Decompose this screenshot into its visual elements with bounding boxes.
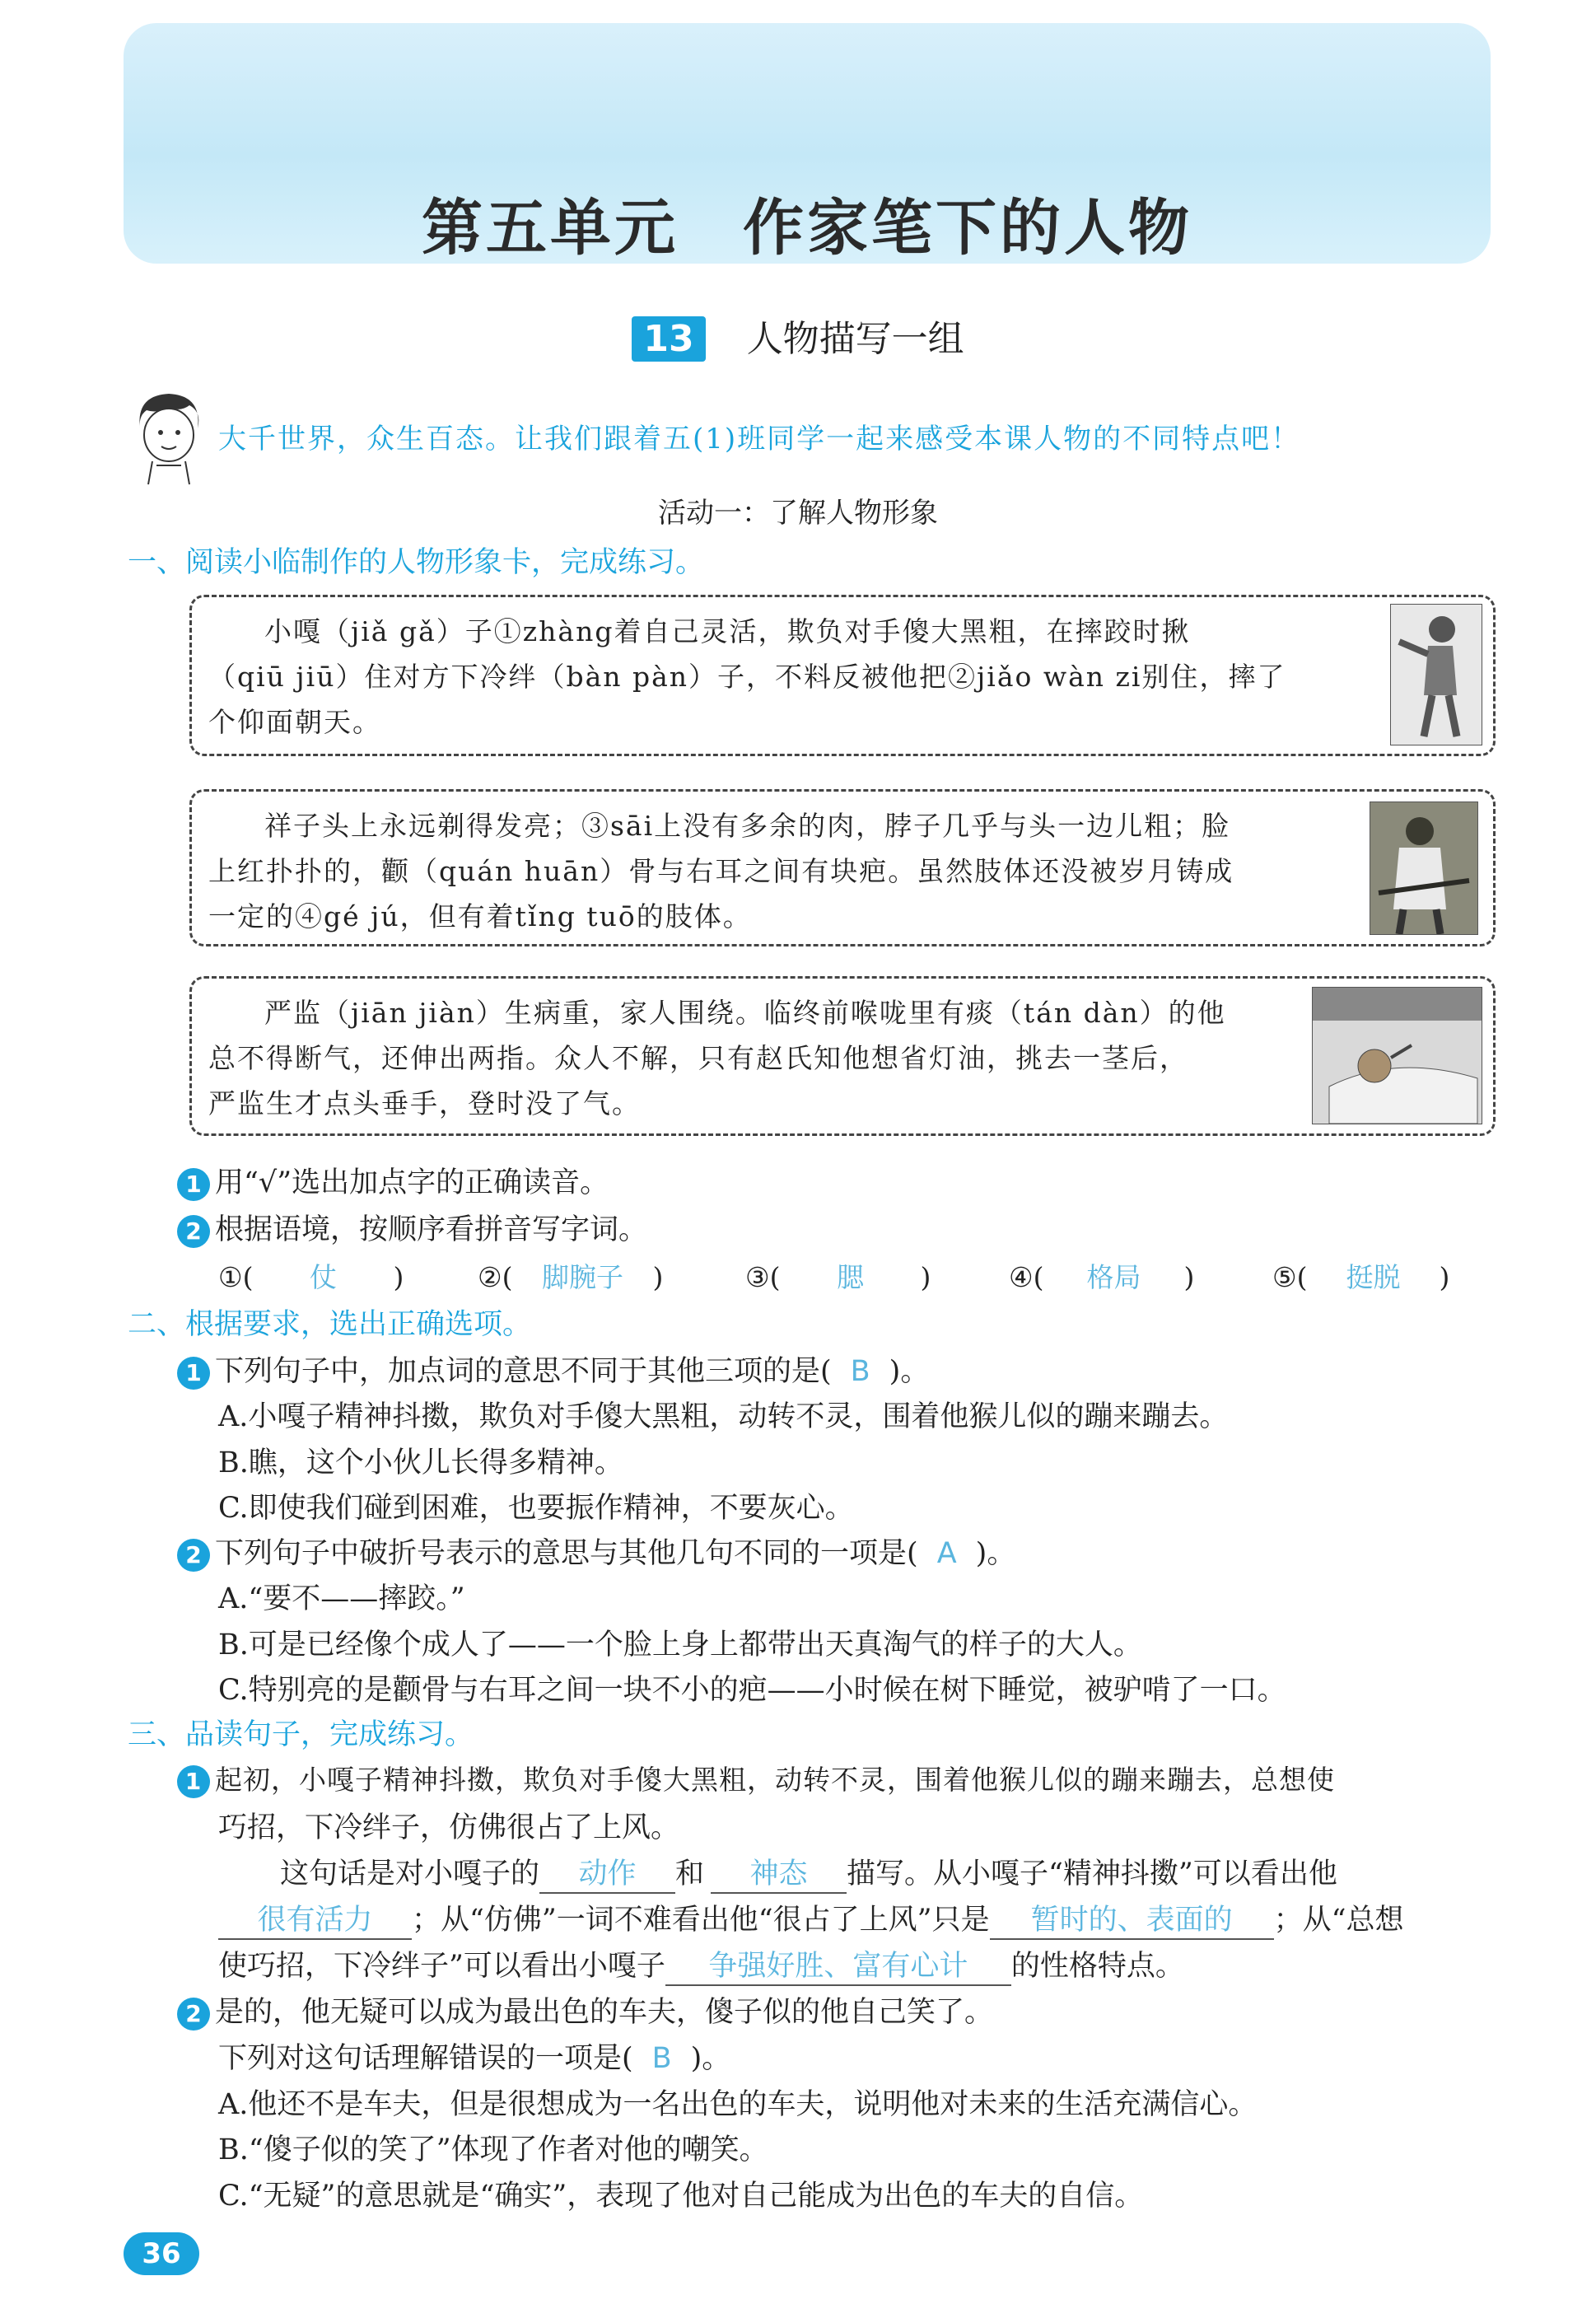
mascot-boy-icon <box>124 387 214 486</box>
option: C.“无疑”的意思就是“确实”，表现了他对自己能成为出色的车夫的自信。 <box>218 2180 1144 2213</box>
card-line: 祥子头上永远剃得发亮；③sāi上没有多余的肉，脖子几乎与头一边儿粗；脸 <box>264 810 1231 842</box>
question-number-badge: 1 <box>177 1357 210 1390</box>
s2-question-1 <box>177 1348 929 1390</box>
option: A.小嘎子精神抖擞，欺负对手傻大黑粗，动转不灵，围着他猴儿似的蹦来蹦去。 <box>218 1400 1229 1433</box>
blank-3[interactable]: 很有活力 <box>218 1897 412 1940</box>
character-card-2 <box>189 789 1496 946</box>
fill-line-1: 这句话是对小嘎子的 动作 和 神态 描写。从小嘎子“精神抖擞”可以看出他 <box>280 1851 1337 1894</box>
question-number-badge: 2 <box>177 1539 210 1572</box>
intro-text: 大千世界，众生百态。让我们跟着五(1)班同学一起来感受本课人物的不同特点吧！ <box>218 423 1301 456</box>
section3-title: 三、品读句子，完成练习。 <box>128 1718 474 1751</box>
choice-answer[interactable]: B <box>850 1355 870 1388</box>
answer-slot-3[interactable]: ③( 腮 ) <box>745 1261 931 1293</box>
blank-4[interactable]: 暂时的、表面的 <box>990 1897 1274 1940</box>
lesson-header <box>0 309 1596 362</box>
pinyin-answer-row <box>218 1256 1470 1295</box>
question-text-cont: 巧招，下冷绊子，仿佛很占了上风。 <box>218 1811 680 1844</box>
choice-answer[interactable]: B <box>651 2042 672 2075</box>
question-number-badge: 2 <box>177 1998 210 2031</box>
answer-slot-5[interactable]: ⑤( 挺脱 ) <box>1272 1261 1450 1293</box>
question-text: 下列句子中破折号表示的意思与其他几句不同的一项是( <box>215 1537 918 1570</box>
answer-slot-4[interactable]: ④( 格局 ) <box>1009 1261 1195 1293</box>
choice-answer[interactable]: A <box>936 1537 957 1570</box>
unit-title: 第五单元 作家笔下的人物 <box>422 193 1192 264</box>
section2-title: 二、根据要求，选出正确选项。 <box>128 1308 532 1341</box>
card-line: 个仰面朝天。 <box>208 706 381 738</box>
s1-question-1 <box>177 1160 609 1201</box>
page-number: 36 <box>124 2232 199 2275</box>
fill-line-2: 很有活力 ；从“仿佛”一词不难看出他“很占了上风”只是 暂时的、表面的 ；从“总想 <box>218 1897 1403 1940</box>
question-number-badge: 1 <box>177 1168 210 1201</box>
card-line: 总不得断气，还伸出两指。众人不解，只有赵氏知他想省灯油，挑去一茎后， <box>208 1042 1188 1074</box>
question-text: 起初，小嘎子精神抖擞，欺负对手傻大黑粗，动转不灵，围着他猴儿似的蹦来蹦去，总想使 <box>215 1764 1335 1796</box>
card-line: 上红扑扑的，颧（quán huān）骨与右耳之间有块疤。虽然肢体还没被岁月铸成 <box>208 855 1234 887</box>
s3-question-1 <box>177 1759 1335 1798</box>
card-1-text <box>208 609 1286 745</box>
lesson-title: 人物描写一组 <box>746 318 964 360</box>
option: B.瞧，这个小伙儿长得多精神。 <box>218 1446 623 1479</box>
fill-line-3: 使巧招，下冷绊子”可以看出小嘎子 争强好胜、富有心计 的性格特点。 <box>218 1943 1184 1986</box>
card-line: 一定的④gé jú，但有着tǐng tuō的肢体。 <box>208 900 752 932</box>
question-text: 下列句子中，加点词的意思不同于其他三项的是( <box>215 1355 832 1388</box>
option: C.即使我们碰到困难，也要振作精神，不要灰心。 <box>218 1492 854 1525</box>
card-line: 严监（jiān jiàn）生病重，家人围绕。临终前喉咙里有痰（tán dàn）的他 <box>264 997 1226 1029</box>
question-text: 根据语境，按顺序看拼音写字词。 <box>215 1213 648 1246</box>
question-end: )。 <box>975 1537 1016 1570</box>
answer-slot-1[interactable]: ①( 仗 ) <box>218 1261 404 1293</box>
blank-1[interactable]: 动作 <box>539 1851 675 1894</box>
option: B.“傻子似的笑了”体现了作者对他的嘲笑。 <box>218 2133 768 2166</box>
section1-title: 一、阅读小临制作的人物形象卡，完成练习。 <box>128 546 705 579</box>
card-line: 严监生才点头垂手，登时没了气。 <box>208 1087 641 1119</box>
option: B.可是已经像个成人了——一个脸上身上都带出天真淘气的样子的大人。 <box>218 1629 1142 1661</box>
question-text: 用“√”选出加点字的正确读音。 <box>215 1166 609 1199</box>
option: A.他还不是车夫，但是很想成为一名出色的车夫，说明他对未来的生活充满信心。 <box>218 2088 1258 2121</box>
character-card-3 <box>189 976 1496 1136</box>
question-end: )。 <box>889 1355 930 1388</box>
s2-question-2 <box>177 1531 1015 1572</box>
blank-2[interactable]: 神态 <box>711 1851 847 1894</box>
s1-question-2 <box>177 1207 647 1248</box>
xiangzi-illustration <box>1370 801 1478 935</box>
option: A.“要不——摔跤。” <box>218 1582 465 1615</box>
yan-jiansheng-illustration <box>1312 987 1482 1124</box>
answer-slot-2[interactable]: ②( 脚腕子 ) <box>478 1261 664 1293</box>
option: C.特别亮的是颧骨与右耳之间一块不小的疤——小时候在树下睡觉，被驴啃了一口。 <box>218 1674 1286 1707</box>
question-number-badge: 1 <box>177 1765 210 1798</box>
boy-wrestling-illustration <box>1390 604 1482 745</box>
card-line: 小嘎（jiǎ gǎ）子①zhàng着自己灵活，欺负对手傻大黑粗，在摔跤时揪 <box>264 615 1191 647</box>
question-text: 是的，他无疑可以成为最出色的车夫，傻子似的他自己笑了。 <box>215 1996 994 2029</box>
activity-title: 活动一：了解人物形象 <box>658 497 938 530</box>
lesson-number-badge: 13 <box>632 316 705 362</box>
sub-question: 下列对这句话理解错误的一项是( B )。 <box>218 2042 731 2075</box>
question-number-badge: 2 <box>177 1215 210 1248</box>
s3-question-2 <box>177 1989 993 2031</box>
blank-5[interactable]: 争强好胜、富有心计 <box>665 1943 1011 1986</box>
unit-banner <box>124 23 1491 264</box>
card-2-text <box>208 803 1234 939</box>
card-3-text <box>208 990 1226 1126</box>
card-line: （qiū jiū）住对方下冷绊（bàn pàn）子，不料反被他把②jiǎo wàn zi别住，摔了 <box>208 661 1286 693</box>
character-card-1 <box>189 595 1496 756</box>
